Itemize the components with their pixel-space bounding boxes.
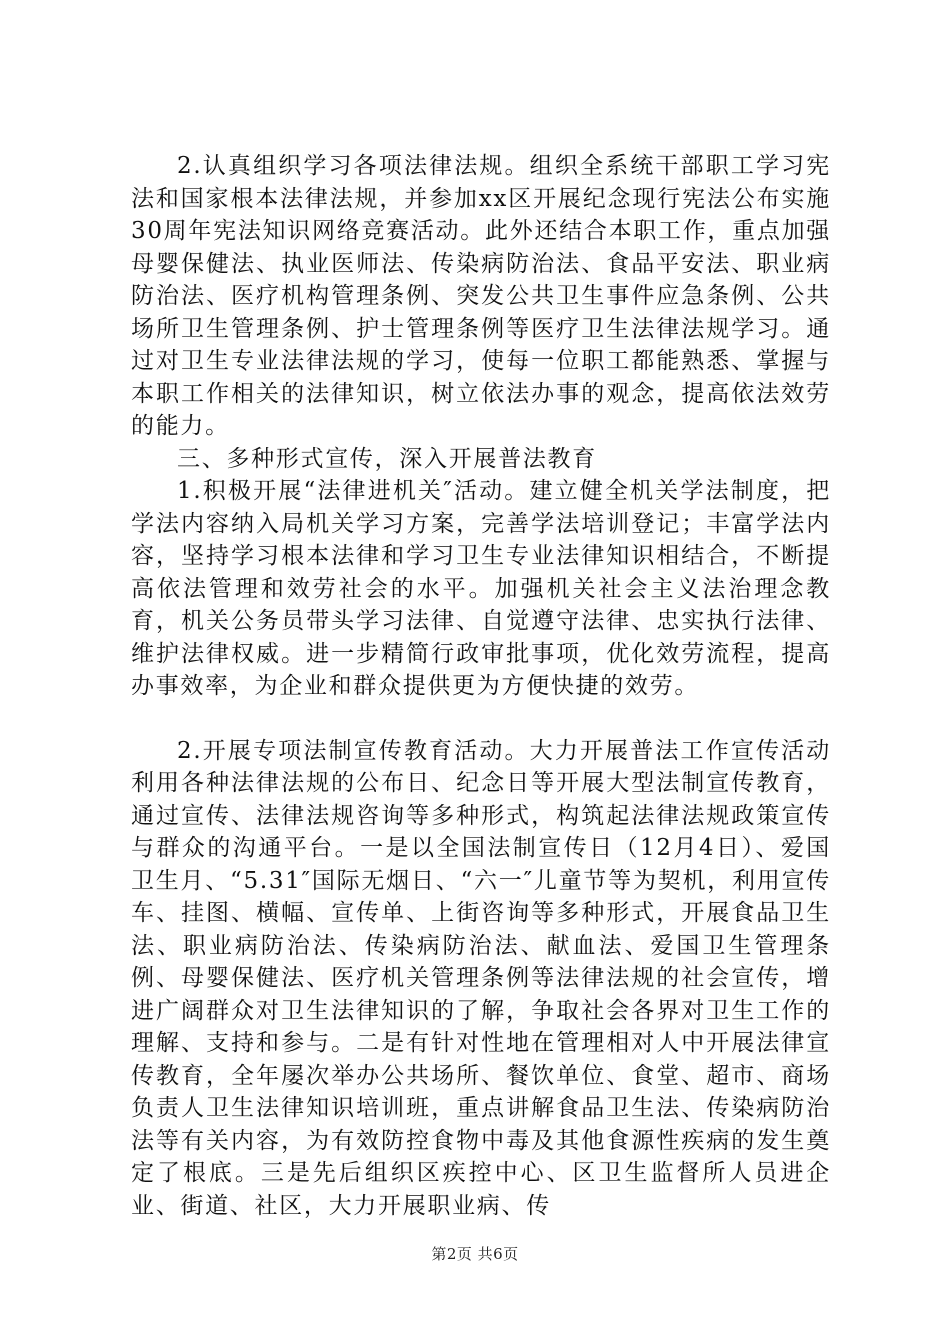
paragraph-spacer [131,703,831,735]
page-footer: 第2页 共6页 [431,1245,519,1263]
paragraph-special-campaign: 2.开展专项法制宣传教育活动。大力开展普法工作宣传活动利用各种法律法规的公布日、纪念日等开展大型法制宣传教育，通过宣传、法律法规咨询等多种形式，构筑起法律法规政策宣传与群众的沟通平台。一是以全国法制宣传日（12月4日）、爱国卫生月、“5.31″国际无烟日、“六一″儿童节等为契机，利用宣传车、挂图、横幅、宣传单、上街咨询等多种形式，开展食品卫生法、职业病防治法、传染病防治法、献血法、爱国卫生管理条例、母婴保健法、医疗机关管理条例等法律法规的社会宣传，增进广阔群众对卫生法律知识的了解，争取社会各界对卫生工作的理解、支持和参与。二是有针对性地在管理相对人中开展法律宣传教育，全年屡次举办公共场所、餐饮单位、食堂、超市、商场负责人卫生法律知识培训班，重点讲解食品卫生法、传染病防治法等有关内容，为有效防控食物中毒及其他食源性疾病的发生奠定了根底。三是先后组织区疾控中心、区卫生监督所人员进企业、街道、社区，大力开展职业病、传 [131,737,831,1219]
section-heading-3: 三、多种形式宣传，深入开展普法教育 [177,445,597,472]
paragraph-law-into-agencies: 1.积极开展“法律进机关″活动。建立健全机关学法制度，把学法内容纳入局机关学习方案，完善学法培训登记；丰富学法内容，坚持学习根本法律和学习卫生专业法律知识相结合，不断提高依法管理和效劳社会的水平。加强机关社会主义法治理念教育，机关公务员带头学习法律、自觉遵守法律、忠实执行法律、维护法律权威。进一步精简行政审批事项，优化效劳流程，提高办事效率，为企业和群众提供更为方便快捷的效劳。 [131,478,831,699]
document-body [131,150,831,1222]
paragraph-study-laws: 2.认真组织学习各项法律法规。组织全系统干部职工学习宪法和国家根本法律法规，并参加xx区开展纪念现行宪法公布实施30周年宪法知识网络竞赛活动。此外还结合本职工作，重点加强母婴保健法、执业医师法、传染病防治法、食品平安法、职业病防治法、医疗机构管理条例、突发公共卫生事件应急条例、公共场所卫生管理条例、护士管理条例等医疗卫生法律法规学习。通过对卫生专业法律法规的学习，使每一位职工都能熟悉、掌握与本职工作相关的法律知识，树立依法办事的观念，提高依法效劳的能力。 [131,153,831,439]
